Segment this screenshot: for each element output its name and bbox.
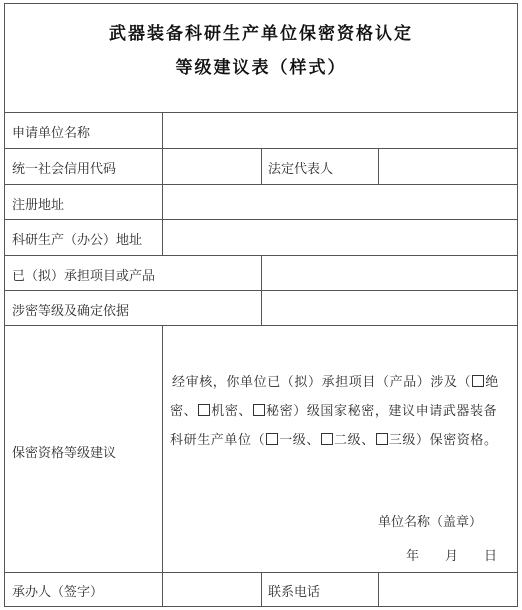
form-title-line1: 武器装备科研生产单位保密资格认定	[109, 24, 413, 44]
suggestion-paragraph	[170, 368, 506, 455]
label-credit-code: 统一社会信用代码	[12, 162, 117, 177]
checkbox-level-2[interactable]	[321, 433, 333, 445]
option-top-secret: 绝密	[170, 375, 499, 419]
seal-label: 单位名称（盖章）	[378, 515, 483, 530]
label-secret-level-basis: 涉密等级及确定依据	[12, 304, 130, 319]
label-office-address: 科研生产（办公）地址	[12, 233, 143, 248]
sep-4: 、	[361, 433, 375, 448]
suggestion-seg3: ）保密资格。	[416, 433, 498, 448]
option-secret: 机密	[211, 404, 239, 419]
form-title-line2: 等级建议表（样式）	[175, 58, 347, 78]
label-handler: 承办人（签字）	[12, 585, 104, 600]
suggestion-seg2: ）级国家秘密，建议申请武器装备科研生产单位（	[170, 404, 498, 448]
sep-3: 、	[306, 433, 321, 448]
checkbox-confidential[interactable]	[253, 404, 265, 416]
option-confidential: 秘密	[266, 404, 294, 419]
label-contact-phone: 联系电话	[268, 585, 321, 600]
checkbox-secret[interactable]	[198, 404, 210, 416]
sep-1: 、	[183, 404, 198, 419]
checkbox-top-secret[interactable]	[472, 375, 484, 387]
label-suggestion: 保密资格等级建议	[12, 446, 117, 461]
sep-2: 、	[238, 404, 253, 419]
label-legal-rep: 法定代表人	[268, 162, 334, 177]
seal-date: 年 月 日	[406, 549, 498, 564]
option-level-3: 三级	[388, 433, 417, 448]
label-projects: 已（拟）承担项目或产品	[12, 269, 156, 284]
label-registered-address: 注册地址	[12, 198, 65, 213]
suggestion-seg1: 经审核，你单位已（拟）承担项目（产品）涉及（	[172, 375, 472, 390]
checkbox-level-3[interactable]	[376, 433, 388, 445]
option-level-2: 二级	[334, 433, 362, 448]
checkbox-level-1[interactable]	[266, 433, 278, 445]
qualification-form	[4, 3, 518, 607]
option-level-1: 一级	[279, 433, 307, 448]
label-applicant-unit: 申请单位名称	[12, 126, 91, 141]
